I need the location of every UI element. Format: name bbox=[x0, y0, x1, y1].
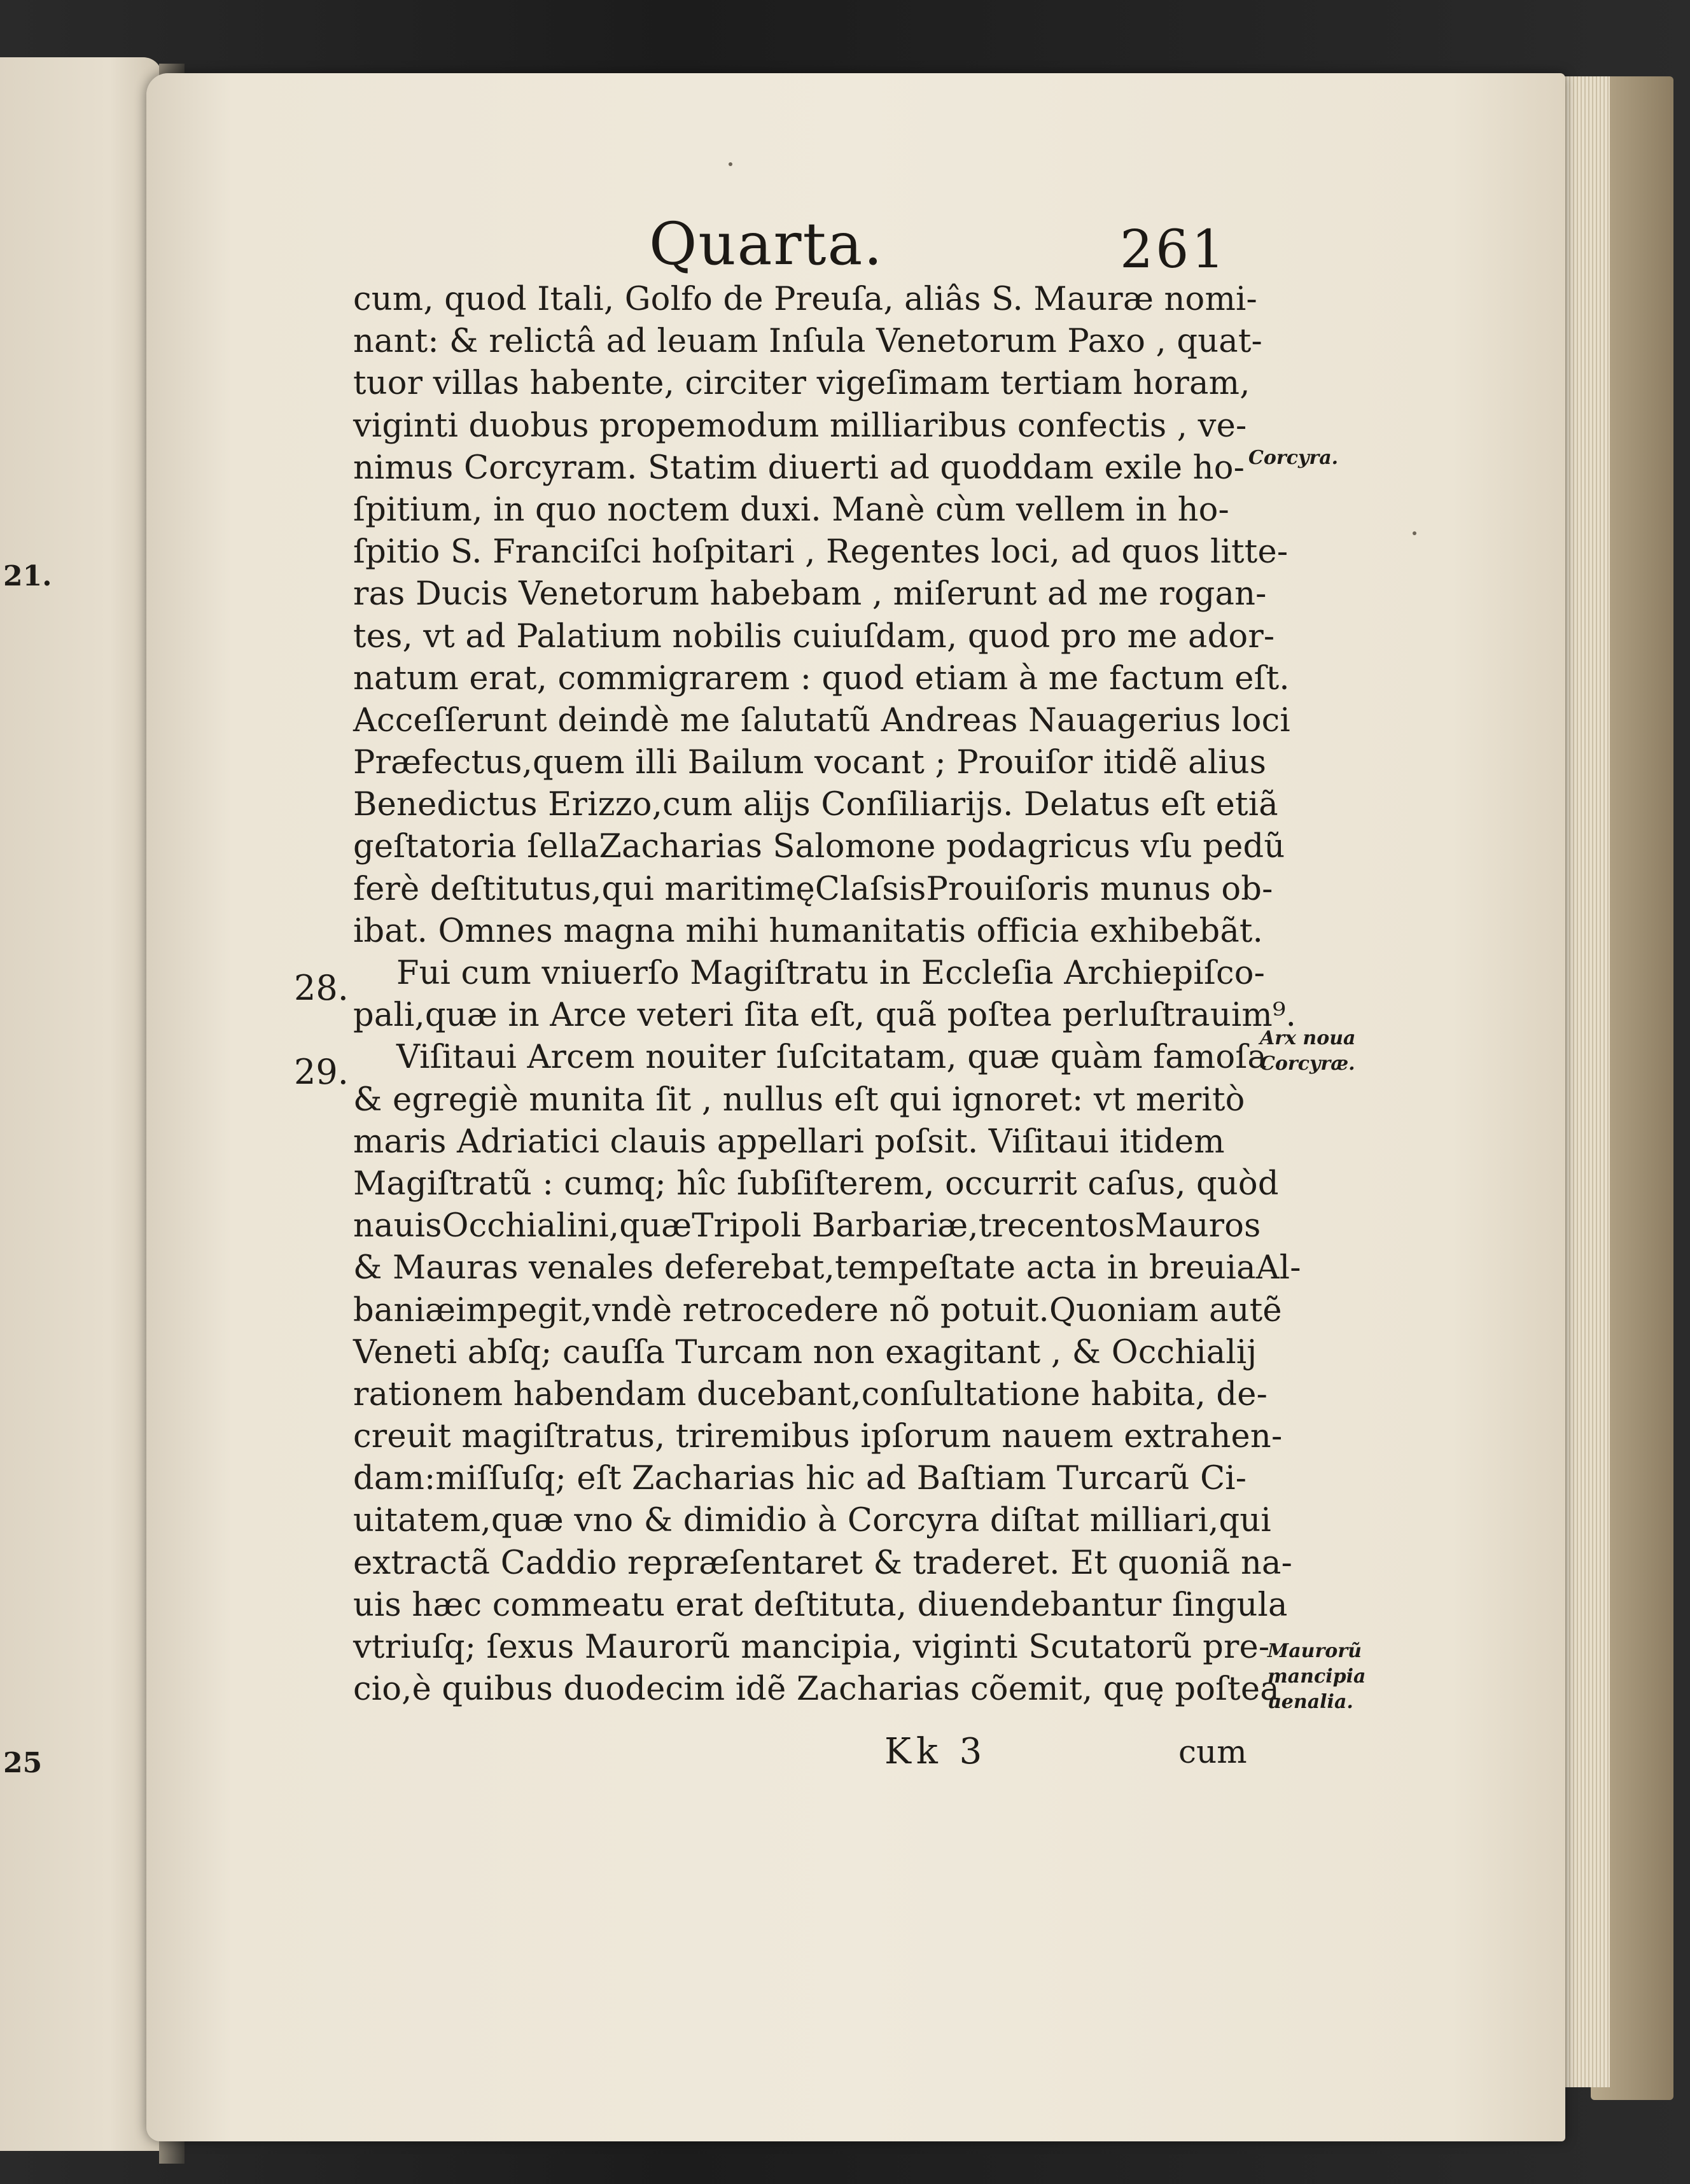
text-line: ſpitium, in quo noctem duxi. Manè cùm vellem in ho- bbox=[353, 491, 1229, 529]
text-line: & Mauras venales deferebat,tempeſtate acta in breuiaAl- bbox=[353, 1249, 1301, 1287]
page-number: 261 bbox=[1120, 220, 1227, 280]
margin-note-text: mancipia bbox=[1268, 1665, 1366, 1688]
text-line: extractã Caddio repræſentaret & traderet. Et quoniã na- bbox=[353, 1544, 1293, 1582]
body-text bbox=[353, 279, 1301, 1711]
text-line: & egregiè munita ſit , nullus eſt qui ignoret: vt meritò bbox=[353, 1081, 1245, 1119]
margin-note-corcyra bbox=[1248, 445, 1338, 471]
section-number-28: 28. bbox=[294, 968, 349, 1008]
left-page-mark: 21. bbox=[3, 560, 52, 592]
text-line: pali,quæ in Arce veteri ſita eſt, quã poſtea perluſtrauim⁹. bbox=[353, 997, 1297, 1035]
text-line: creuit magiſtratus, triremibus ipſorum nauem extrahen- bbox=[353, 1418, 1283, 1456]
text-line: uitatem,quæ vno & dimidio à Corcyra diſtat milliari,qui bbox=[353, 1502, 1271, 1540]
catchword: cum bbox=[1178, 1733, 1247, 1770]
margin-note-maurorum bbox=[1268, 1639, 1365, 1715]
text-line: geſtatoria ſellaZacharias Salomone podagricus vſu pedũ bbox=[353, 828, 1285, 866]
text-line: tes, vt ad Palatium nobilis cuiuſdam, quod pro me ador- bbox=[353, 617, 1275, 655]
margin-note-text: Arx noua bbox=[1260, 1027, 1356, 1049]
margin-note-text: Maurorũ bbox=[1268, 1640, 1362, 1662]
text-line: nauisOcchialini,quæTripoli Barbariæ,trecentosMauros bbox=[353, 1207, 1261, 1245]
page-speck bbox=[729, 162, 732, 166]
margin-note-arx-noua bbox=[1260, 1026, 1355, 1077]
text-line: nant: & relictâ ad leuam Inſula Venetorum Paxo , quat- bbox=[353, 323, 1262, 361]
text-line: vtriuſq; ſexus Maurorũ mancipia, viginti Scutatorũ pre- bbox=[353, 1628, 1270, 1666]
text-line: dam:miſſuſq; eſt Zacharias hic ad Baſtiam Turcarũ Ci- bbox=[353, 1460, 1247, 1498]
text-line: ras Ducis Venetorum habebam , miſerunt ad me rogan- bbox=[353, 575, 1267, 613]
text-line: ibat. Omnes magna mihi humanitatis officia exhibebãt. bbox=[353, 912, 1264, 950]
text-line: uis hæc commeatu erat deſtituta, diuendebantur ſingula bbox=[353, 1586, 1288, 1624]
margin-note-text: Corcyra. bbox=[1248, 447, 1339, 469]
margin-note-text: uenalia. bbox=[1268, 1691, 1353, 1713]
text-line: cio,è quibus duodecim idẽ Zacharias cõemit, quę poſtea bbox=[353, 1670, 1280, 1709]
text-line: baniæimpegit,vndè retrocedere nõ potuit.Quoniam autẽ bbox=[353, 1291, 1282, 1329]
running-head: Quarta. bbox=[649, 210, 884, 278]
section-number-29: 29. bbox=[294, 1052, 349, 1092]
text-line: natum erat, commigrarem : quod etiam à me factum eſt. bbox=[353, 659, 1290, 697]
text-line: nimus Corcyram. Statim diuerti ad quoddam exile ho- bbox=[353, 449, 1245, 487]
text-line: ferè deſtitutus,qui maritimęClaſsisProuiſoris munus ob- bbox=[353, 870, 1273, 908]
text-line: rationem habendam ducebant,conſultatione habita, de- bbox=[353, 1375, 1268, 1413]
left-page-mark: 25 bbox=[3, 1747, 43, 1779]
page-speck bbox=[1413, 531, 1416, 535]
text-line: viginti duobus propemodum milliaribus confectis , ve- bbox=[353, 407, 1247, 445]
text-line: tuor villas habente, circiter vigeſimam tertiam horam, bbox=[353, 365, 1250, 403]
signature-mark: Kk 3 bbox=[884, 1731, 988, 1772]
text-line: cum, quod Itali, Golfo de Preuſa, aliâs S. Mauræ nomi- bbox=[353, 281, 1257, 318]
text-line: Acceſſerunt deindè me ſalutatũ Andreas Nauagerius loci bbox=[353, 701, 1290, 739]
margin-note-text: Corcyræ. bbox=[1260, 1053, 1355, 1075]
text-line: Viſitaui Arcem nouiter ſuſcitatam, quæ quàm famoſa bbox=[396, 1039, 1267, 1077]
text-line: Præfectus,quem illi Bailum vocant ; Prouiſor itidẽ alius bbox=[353, 744, 1267, 782]
text-line: ſpitio S. Franciſci hoſpitari , Regentes loci, ad quos litte- bbox=[353, 533, 1288, 571]
text-line: maris Adriatici clauis appellari poſsit. Viſitaui itidem bbox=[353, 1123, 1225, 1161]
text-line: Magiſtratũ : cumq; hîc ſubſiſterem, occurrit caſus, quòd bbox=[353, 1165, 1279, 1203]
text-line: Fui cum vniuerſo Magiſtratu in Eccleſia Archiepiſco- bbox=[396, 955, 1266, 992]
text-line: Veneti abſq; cauſſa Turcam non exagitant , & Occhialij bbox=[353, 1333, 1257, 1371]
left-page-fragment bbox=[0, 57, 162, 2151]
text-line: Benedictus Erizzo,cum alijs Conſiliarijs. Delatus eſt etiã bbox=[353, 786, 1278, 824]
